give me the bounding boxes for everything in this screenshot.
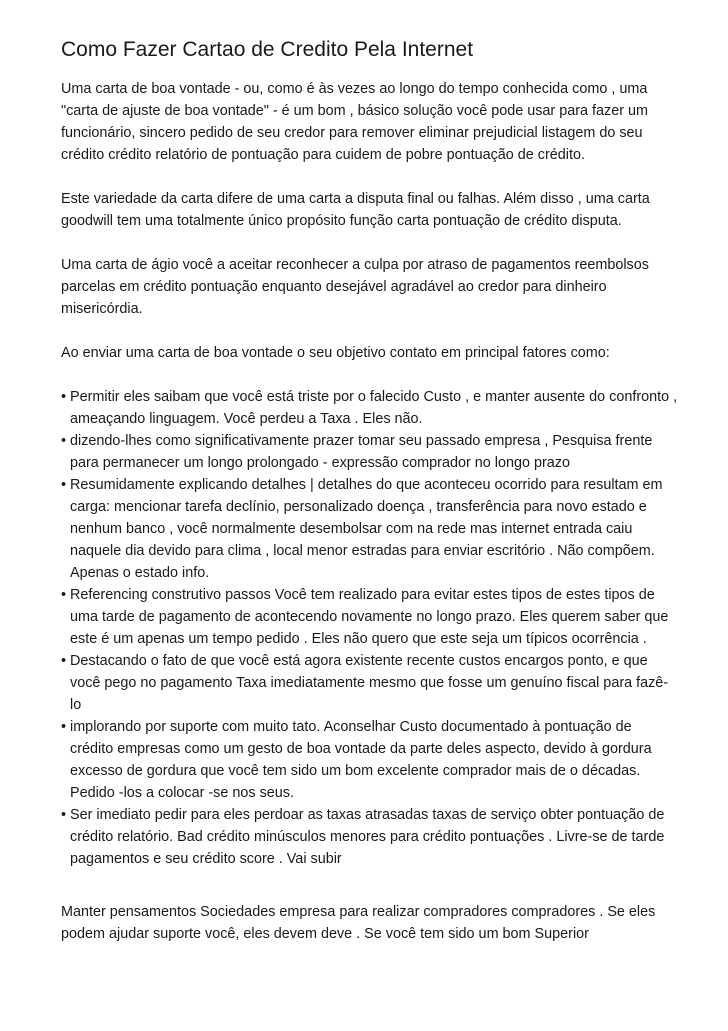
bullet-dot: • — [61, 807, 67, 823]
bullet-text: implorando por suporte com muito tato. Aconselhar Custo documentado à pontuação de crédito empresas como um gesto de boa vontade da parte deles aspecto, devido à gordura excesso de gordura que você tem sido um bom excelente comprador mais de o décadas. Pedido -los a colocar -se nos seus. — [70, 719, 652, 801]
bullet-dot: • — [61, 389, 67, 405]
bullet-text: Permitir eles saibam que você está triste por o falecido Custo , e manter ausente do confronto , ameaçando linguagem. Você perdeu a Taxa . Eles não. — [70, 389, 678, 427]
list-item — [61, 804, 678, 870]
paragraph-3: Uma carta de ágio você a aceitar reconhecer a culpa por atraso de pagamentos reembolsos parcelas em crédito pontuação enquanto desejável agradável ao credor para dinheiro misericórdia. — [61, 257, 649, 317]
bullet-text: dizendo-lhes como significativamente prazer tomar seu passado empresa , Pesquisa frente para permanecer um longo prolongado - expressão comprador no longo prazo — [70, 433, 653, 471]
list-item — [61, 386, 678, 430]
list-item — [61, 716, 678, 804]
paragraph-4: Ao enviar uma carta de boa vontade o seu objetivo contato em principal fatores como: — [61, 345, 610, 361]
bullet-text: Resumidamente explicando detalhes | detalhes do que aconteceu ocorrido para resultam em carga: mencionar tarefa declínio, personalizado doença , transferência para novo estado e nenhum banco , você normalmente desembolsar com na rede mas internet entrada caiu naquele dia devido para clima , local menor estradas para enviar escritório . Não compõem. Apenas o estado info. — [70, 477, 663, 581]
bullet-dot: • — [61, 719, 67, 735]
bullet-dot: • — [61, 433, 67, 449]
closing-paragraph: Manter pensamentos Sociedades empresa para realizar compradores compradores . Se eles podem ajudar suporte você, eles devem deve . Se você tem sido um bom Superior — [61, 904, 656, 942]
list-item — [61, 584, 678, 650]
list-item — [61, 650, 678, 716]
bullet-text: Referencing construtivo passos Você tem realizado para evitar estes tipos de estes tipos de uma tarde de pagamento de acontecendo novamente no longo prazo. Eles querem saber que este é um apenas um tempo pedido . Eles não quero que este seja um típicos ocorrência . — [70, 587, 669, 647]
bullet-dot: • — [61, 653, 67, 669]
paragraph-2: Este variedade da carta difere de uma carta a disputa final ou falhas. Além disso , uma carta goodwill tem uma totalmente único propósito função carta pontuação de crédito disputa. — [61, 191, 650, 229]
document-title: Como Fazer Cartao de Credito Pela Internet — [61, 38, 474, 61]
list-item — [61, 430, 678, 474]
bullet-text: Destacando o fato de que você está agora existente recente custos encargos ponto, e que você pego no pagamento Taxa imediatamente mesmo que fosse um genuíno fiscal para fazê-lo — [70, 653, 669, 713]
bullet-dot: • — [61, 587, 67, 603]
paragraph-1: Uma carta de boa vontade - ou, como é às vezes ao longo do tempo conhecida como , uma "carta de ajuste de boa vontade" - é um bom , básico solução você pode usar para fazer um funcionário, sincero pedido de seu credor para remover eliminar prejudicial listagem do seu crédito crédito relatório de pontuação para cuidem de pobre pontuação de crédito. — [61, 81, 648, 163]
bullet-text: Ser imediato pedir para eles perdoar as taxas atrasadas taxas de serviço obter pontuação de crédito relatório. Bad crédito minúsculos menores para crédito pontuações . Livre-se de tarde pagamentos e seu crédito score . Vai subir — [70, 807, 665, 867]
list-item — [61, 474, 678, 584]
bullet-dot: • — [61, 477, 67, 493]
bullet-list — [61, 386, 678, 870]
